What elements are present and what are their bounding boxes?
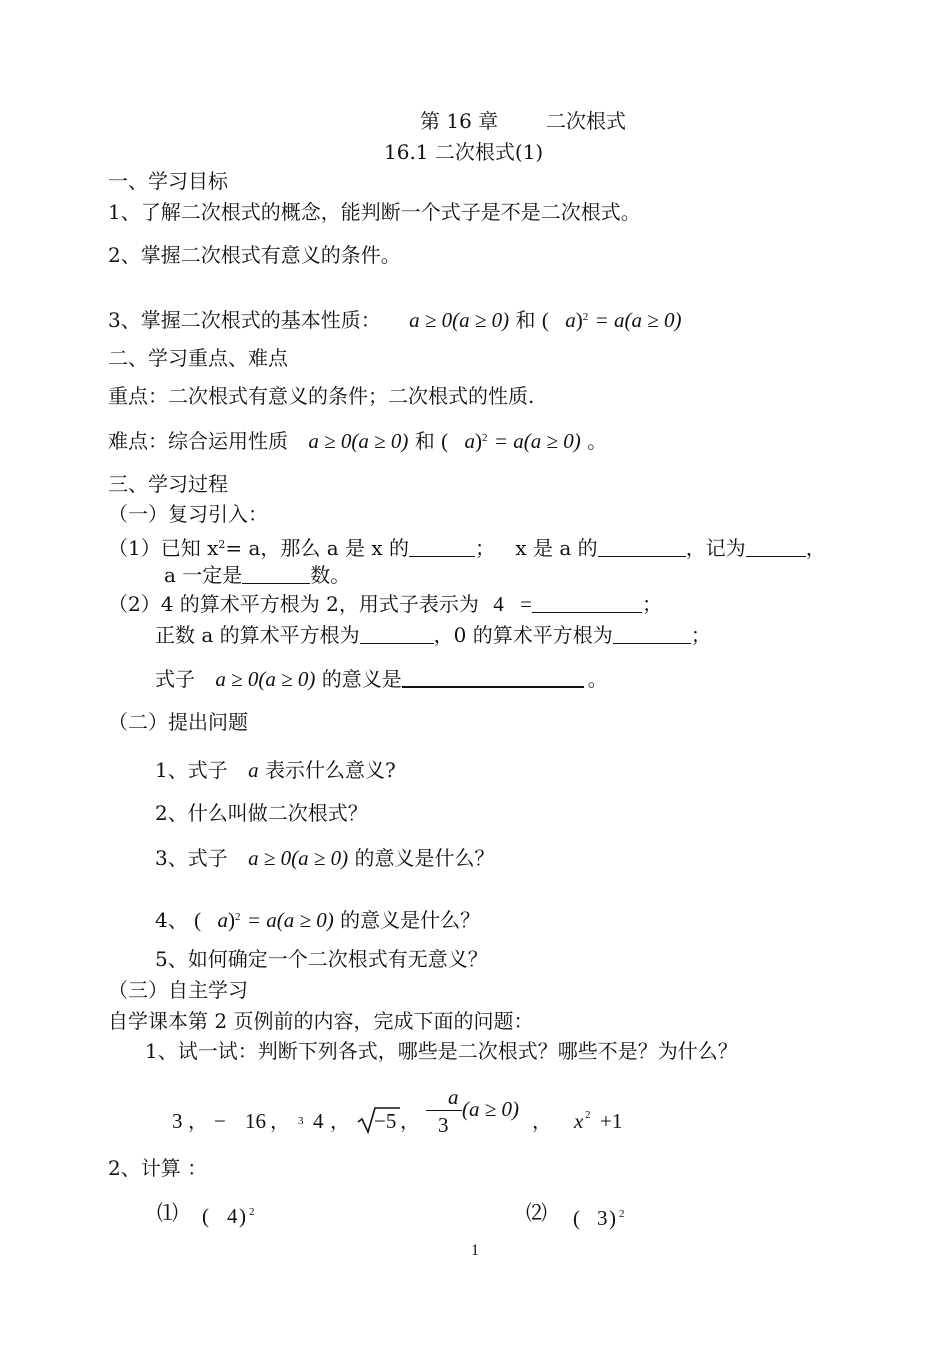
answer-blank[interactable] xyxy=(402,668,584,688)
q2-part-b: 正数 a 的算术平方根为 xyxy=(155,623,360,647)
formula-sqrt-a-nonneg: a ≥ 0(a ≥ 0) xyxy=(409,308,510,332)
q1-exponent: 2 xyxy=(218,538,226,551)
formula-paren-close: ) xyxy=(575,308,583,332)
calc-1-label: ⑴ xyxy=(157,1201,178,1225)
expr-minus: − xyxy=(214,1109,226,1133)
formula-square-rule: = a(a ≥ 0) xyxy=(493,429,581,453)
formula-a: a xyxy=(565,308,576,332)
q1-part-f: ， xyxy=(805,536,826,560)
p4-part-b: 的意义是什么？ xyxy=(340,908,481,932)
formula-paren-close: ) xyxy=(474,429,482,453)
formula-sqrt-a-nonneg: a ≥ 0(a ≥ 0) xyxy=(308,429,409,453)
q2-equals: = xyxy=(520,592,532,616)
formula-paren-open: ( xyxy=(541,308,549,332)
q2-part-c: ，0 的算术平方根为 xyxy=(433,623,613,647)
objective-3 xyxy=(108,304,682,333)
and-word: 和 xyxy=(414,429,435,453)
answer-blank[interactable] xyxy=(613,625,691,644)
expr-frac-numerator: a xyxy=(448,1085,459,1109)
q1-part-b: = a，那么 a 是 x 的 xyxy=(225,536,410,560)
expr-frac-condition: (a ≥ 0) xyxy=(462,1097,520,1121)
comma: ， xyxy=(330,1109,350,1133)
problem-4 xyxy=(155,904,480,933)
expr-frac-denominator: 3 xyxy=(438,1113,449,1137)
calc-1-close-paren: ) xyxy=(239,1204,246,1228)
q1-part-d: x 是 a 的 xyxy=(515,536,598,560)
q1-part-h: 数。 xyxy=(310,563,351,587)
review-question-1-cont xyxy=(164,562,350,588)
problem-5: 5、如何确定一个二次根式有无意义？ xyxy=(155,947,488,971)
p4-part-a: 4、 xyxy=(155,908,188,932)
answer-blank[interactable] xyxy=(360,625,434,644)
formula-paren-open: ( xyxy=(194,908,202,932)
formula-a: a xyxy=(464,429,475,453)
and-word: 和 xyxy=(515,308,536,332)
formula-exponent: 2 xyxy=(582,311,589,323)
q2-end: ； xyxy=(641,592,662,616)
q3-part-a: 式子 xyxy=(155,667,195,691)
objective-3-text: 3、掌握二次根式的基本性质： xyxy=(108,308,381,332)
formula-a: a xyxy=(248,758,259,782)
difficulty-period: 。 xyxy=(587,429,608,453)
q2-radicand: 4 xyxy=(493,592,504,616)
q1-part-c: ； xyxy=(475,536,496,560)
problem-3 xyxy=(155,845,495,871)
calc-1-exponent: 2 xyxy=(249,1206,255,1218)
page-number: 1 xyxy=(471,1242,479,1259)
chapter-title: 二次根式 xyxy=(546,109,626,133)
expr-x-exponent: 2 xyxy=(585,1109,591,1121)
self-study-intro: 自学课本第 2 页例前的内容，完成下面的问题： xyxy=(108,1009,534,1033)
formula-exponent: 2 xyxy=(481,432,488,444)
review-question-2-cont xyxy=(155,622,711,648)
formula-exponent: 2 xyxy=(234,911,241,923)
expr-sqrt3: 3 xyxy=(172,1109,183,1133)
review-question-1 xyxy=(108,532,826,561)
comma: ， xyxy=(400,1109,420,1133)
calc-2-open-paren: ( xyxy=(573,1206,580,1230)
objective-2: 2、掌握二次根式有意义的条件。 xyxy=(108,243,401,267)
formula-paren-open: ( xyxy=(441,429,449,453)
expr-sqrt16: 16 xyxy=(245,1109,266,1133)
q2-part-d: ； xyxy=(690,623,711,647)
focus-text: 重点：二次根式有意义的条件；二次根式的性质. xyxy=(108,384,535,408)
calc-2-radicand: 3 xyxy=(597,1206,608,1230)
answer-blank[interactable] xyxy=(409,538,475,557)
calc-2-close-paren: ) xyxy=(609,1206,616,1230)
expr-sqrt-neg5: −5 xyxy=(374,1109,397,1133)
answer-blank[interactable] xyxy=(532,594,642,613)
formula-sqrt-a-nonneg: a ≥ 0(a ≥ 0) xyxy=(215,667,316,691)
try-item: 1、试一试：判断下列各式，哪些是二次根式？哪些不是？为什么？ xyxy=(145,1039,738,1063)
problem-2: 2、什么叫做二次根式？ xyxy=(155,801,368,825)
key-points-heading: 二、学习重点、难点 xyxy=(108,346,288,370)
comma: ， xyxy=(188,1109,208,1133)
p1-part-b: 表示什么意义? xyxy=(264,758,396,782)
section-title: 16.1 二次根式(1) xyxy=(384,140,544,164)
objective-1: 1、了解二次根式的概念，能判断一个式子是不是二次根式。 xyxy=(108,200,641,224)
problems-heading: （二）提出问题 xyxy=(108,710,248,734)
problem-1 xyxy=(155,757,396,783)
formula-square-rule: = a(a ≥ 0) xyxy=(594,308,682,332)
self-study-heading: （三）自主学习 xyxy=(108,978,248,1002)
q1-part-e: ，记为 xyxy=(685,536,746,560)
comma: ， xyxy=(532,1109,552,1133)
calc-1-open-paren: ( xyxy=(202,1204,209,1228)
expr-plus-one: +1 xyxy=(600,1109,623,1133)
calc-heading: 2、计算 ： xyxy=(108,1156,208,1180)
answer-blank[interactable] xyxy=(242,565,310,584)
q1-part-a: （1）已知 x xyxy=(108,536,219,560)
q1-part-g: a 一定是 xyxy=(164,563,243,587)
chapter-label: 第 16 章 xyxy=(420,109,499,133)
comma: ， xyxy=(270,1109,290,1133)
expr-x: x xyxy=(574,1109,584,1133)
q2-part-a: （2）4 的算术平方根为 2，用式子表示为 xyxy=(108,592,479,616)
formula-sqrt-a-nonneg: a ≥ 0(a ≥ 0) xyxy=(248,846,349,870)
q3-part-c: 。 xyxy=(587,667,608,691)
p1-part-a: 1、式子 xyxy=(155,758,228,782)
difficulty-line xyxy=(108,425,607,454)
q3-part-b: 的意义是 xyxy=(321,667,402,691)
fraction-bar xyxy=(426,1110,462,1111)
objectives-heading: 一、学习目标 xyxy=(108,169,228,193)
review-question-2 xyxy=(108,591,662,617)
calc-2-exponent: 2 xyxy=(619,1208,625,1220)
calc-1-radicand: 4 xyxy=(227,1204,238,1228)
expr-root-index: 3 xyxy=(298,1115,304,1127)
process-heading: 三、学习过程 xyxy=(108,472,228,496)
formula-square-rule: = a(a ≥ 0) xyxy=(246,908,334,932)
answer-blank[interactable] xyxy=(746,538,806,557)
p3-part-b: 的意义是什么？ xyxy=(354,846,495,870)
formula-paren-close: ) xyxy=(227,908,235,932)
review-heading: （一）复习引入： xyxy=(108,502,268,526)
difficulty-text: 难点：综合运用性质 xyxy=(108,429,288,453)
calc-2-label: ⑵ xyxy=(526,1201,547,1225)
answer-blank[interactable] xyxy=(598,538,686,557)
formula-a: a xyxy=(217,908,228,932)
p3-part-a: 3、式子 xyxy=(155,846,228,870)
expr-cbrt4: 4 xyxy=(313,1109,324,1133)
review-question-3 xyxy=(155,666,608,692)
